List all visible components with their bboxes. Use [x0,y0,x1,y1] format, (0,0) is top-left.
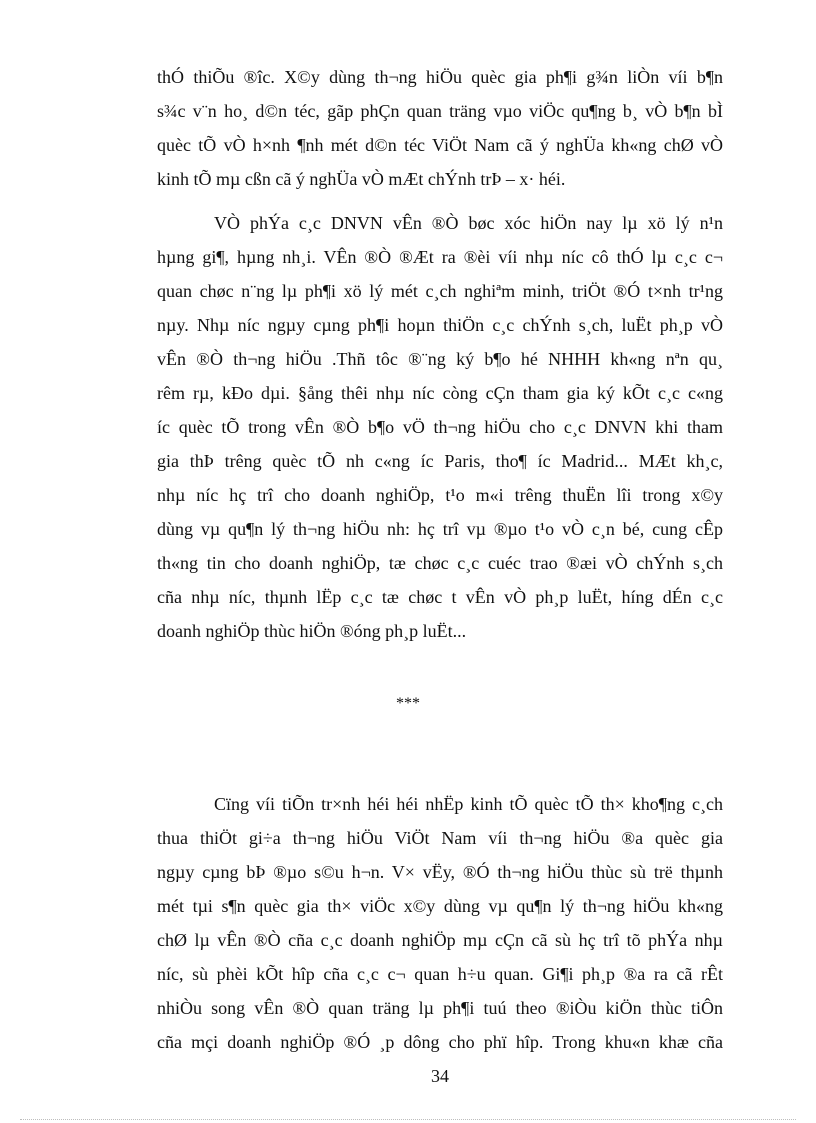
paragraph-2-line-10: dùng vµ qu¶n lý th¬ng hiÖu nh: hç trî vµ ®µo t¹o vÒ c¸n bé, cung cÊp [157,519,723,539]
paragraph-3-line-1: Cïng víi tiÕn tr×nh héi héi nhËp kinh tÕ quèc tÕ th× kho¶ng c¸ch [214,794,723,814]
paragraph-3-line-4: mét tµi s¶n quèc gia th× viÖc x©y dùng vµ qu¶n lý th¬ng hiÖu kh«ng [157,896,723,916]
paragraph-2-line-9: nhµ níc hç trî cho doanh nghiÖp, t¹o m«i trêng thuËn lîi trong x©y [157,485,723,505]
paragraph-1-line-1: thÓ thiÕu ®îc. X©y dùng th¬ng hiÖu quèc gia ph¶i g¾n liÒn víi b¶n [157,67,723,87]
paragraph-1-line-3: quèc tÕ vÒ h×nh ¶nh mét d©n téc ViÖt Nam cã ý nghÜa kh«ng chØ vÒ [157,135,723,155]
paragraph-3-line-7: nhiÒu song vÊn ®Ò quan träng lµ ph¶i tuú theo ®iÒu kiÖn thùc tiÔn [157,998,723,1018]
paragraph-2-line-13: doanh nghiÖp thùc hiÖn ®óng ph¸p luËt... [157,621,467,641]
paragraph-3-line-3: ngµy cµng bÞ ®µo s©u h¬n. V× vËy, ®Ó th¬ng hiÖu thùc sù trë thµnh [157,862,723,882]
paragraph-3-line-8: cña mçi doanh nghiÖp ®Ó ¸p dông cho phï hîp. Trong khu«n khæ cña [157,1032,723,1052]
paragraph-1-line-4: kinh tÕ mµ cßn cã ý nghÜa vÒ mÆt chÝnh trÞ – x· héi. [157,169,566,189]
paragraph-2-line-6: rêm rµ, kÐo dµi. §ång thêi nhµ níc còng cÇn tham gia ký kÕt c¸c c«ng [157,383,723,403]
paragraph-3-line-5: chØ lµ vÊn ®Ò cña c¸c doanh nghiÖp mµ cÇn cã sù hç trî tõ phÝa nhµ [157,930,723,950]
section-separator: *** [396,695,420,712]
paragraph-2-line-8: gia thÞ trêng quèc tÕ nh c«ng íc Paris, tho¶ íc Madrid... MÆt kh¸c, [157,451,723,471]
paragraph-2-line-1: VÒ phÝa c¸c DNVN vÊn ®Ò bøc xóc hiÖn nay lµ xö lý n¹n [214,213,723,233]
paragraph-2-line-2: hµng gi¶, hµng nh¸i. VÊn ®Ò ®Æt ra ®èi víi nhµ níc cô thÓ lµ c¸c c¬ [157,247,723,267]
paragraph-2-line-4: nµy. Nhµ níc ngµy cµng ph¶i hoµn thiÖn c¸c chÝnh s¸ch, luËt ph¸p vÒ [157,315,723,335]
paragraph-2-line-5: vÊn ®Ò th¬ng hiÖu .Thñ tôc ®¨ng ký b¶o hé NHHH kh«ng nªn qu¸ [157,349,723,369]
paragraph-1-line-2: s¾c v¨n ho¸ d©n téc, gãp phÇn quan träng vµo viÖc qu¶ng b¸ vÒ b¶n bÌ [157,101,723,121]
page-bottom-divider [20,1119,796,1120]
paragraph-2-line-3: quan chøc n¨ng lµ ph¶i xö lý mét c¸ch nghiªm minh, triÖt ®Ó t×nh tr¹ng [157,281,723,301]
paragraph-3-line-2: thua thiÖt gi÷a th¬ng hiÖu ViÖt Nam víi th¬ng hiÖu ®a quèc gia [157,828,723,848]
paragraph-2-line-11: th«ng tin cho doanh nghiÖp, tæ chøc c¸c cuéc trao ®æi vÒ chÝnh s¸ch [157,553,723,573]
paragraph-3-line-6: níc, sù phèi kÕt hîp cña c¸c c¬ quan h÷u quan. Gi¶i ph¸p ®a ra cã rÊt [157,964,723,984]
paragraph-2-line-7: íc quèc tÕ trong vÊn ®Ò b¶o vÖ th¬ng hiÖu cho c¸c DNVN khi tham [157,417,723,437]
page-number: 34 [431,1066,449,1086]
paragraph-2-line-12: cña nhµ níc, thµnh lËp c¸c tæ chøc t vÊn vÒ ph¸p luËt, híng dÉn c¸c [157,587,723,607]
